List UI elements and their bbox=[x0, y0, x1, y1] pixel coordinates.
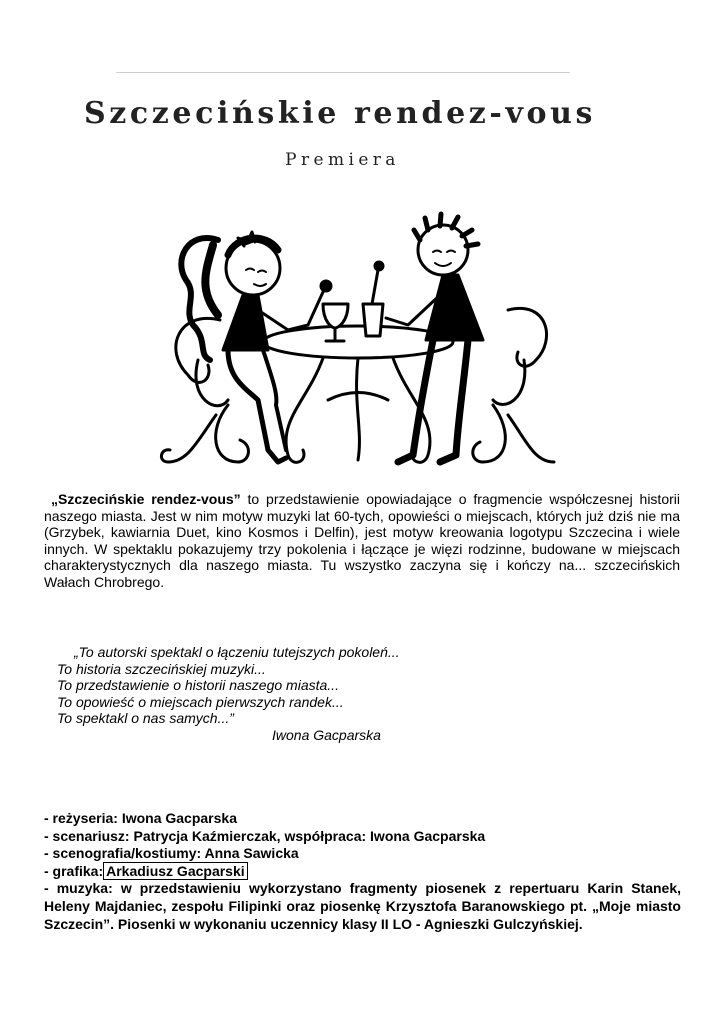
intro-paragraph bbox=[44, 491, 680, 591]
quote-line: To spektakl o nas samych...” bbox=[57, 710, 234, 727]
credit-graphics bbox=[44, 863, 681, 881]
credit-direction: - reżyseria: Iwona Gacparska bbox=[44, 810, 237, 826]
credit-music: - muzyka: w przedstawieniu wykorzystano fragmenty piosenek z repertuaru Karin Stanek, Heleny Majdaniec, zespołu Filipinki oraz piosenkę Krzysztofa Baranowskiego pt. „Moje miasto Szczecin”. Piosenki w wykonaniu uczennicy klasy II LO - Agnieszki Gulczyńskiej. bbox=[44, 880, 681, 932]
credit-graphics-name: Arkadiusz Gacparski bbox=[103, 862, 248, 880]
quote-line: To przedstawienie o historii naszego miasta... bbox=[57, 677, 339, 694]
header-rule bbox=[116, 72, 570, 73]
credit-graphics-label: - grafika: bbox=[44, 862, 104, 879]
couple-at-cafe-table-drawing-icon bbox=[158, 200, 558, 480]
quote-line: To historia szczecińskiej muzyki... bbox=[57, 660, 266, 677]
page-title: Szczecińskie rendez-vous bbox=[84, 96, 596, 131]
intro-text: to przedstawienie opowiadające o fragmencie współczesnej historii naszego miasta. Jest w nim motyw muzyki lat 60-tych, opowieści o miejscach, których już dziś nie ma (Grzybek, kawiarnia Duet, kino Kosmos i Delfin), jest motyw kreowania logotypu Szczecina i wiele innych. W spektaklu pokazujemy trzy pokolenia i łączące je więzi rodzinne, budowane w miejscach charakterystycznych dla naszego miasta. Tu wszystko zaczyna się i kończy na... szczecińskich Wałach Chrobrego. bbox=[44, 491, 680, 590]
page-subtitle: Premiera bbox=[285, 150, 400, 170]
quote-line: To opowieść o miejscach pierwszych randek... bbox=[57, 693, 344, 710]
intro-title: „Szczecińskie rendez-vous” bbox=[51, 491, 241, 507]
credit-script: - scenariusz: Patrycja Kaźmierczak, współpraca: Iwona Gacparska bbox=[44, 827, 486, 844]
quote-block bbox=[57, 644, 617, 744]
quote-author: Iwona Gacparska bbox=[272, 726, 381, 743]
credits-list bbox=[44, 810, 681, 933]
quote-line: „To autorski spektakl o łączeniu tutejszych pokoleń... bbox=[74, 644, 400, 660]
credit-scenography: - scenografia/kostiumy: Anna Sawicka bbox=[44, 845, 299, 862]
